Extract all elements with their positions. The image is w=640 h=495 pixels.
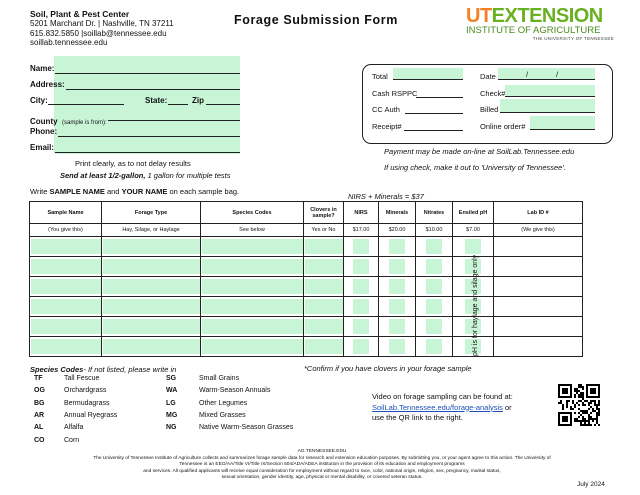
species-code: MG bbox=[166, 411, 178, 419]
species-code: WA bbox=[166, 387, 178, 395]
ph-note: pH is for haylage and silage only bbox=[472, 254, 479, 356]
name-field[interactable] bbox=[55, 73, 240, 74]
total-label: Total bbox=[372, 72, 388, 81]
sample-cell-input[interactable] bbox=[353, 339, 369, 354]
payment-note: Payment may be made on-line at SoilLab.Tennessee.edu bbox=[384, 147, 575, 156]
species-name: Bermudagrass bbox=[64, 399, 110, 407]
sample-cell[interactable] bbox=[30, 257, 102, 277]
video-line-1: Video on forage sampling can be found at: bbox=[372, 392, 513, 401]
sample-cell[interactable] bbox=[304, 277, 344, 297]
sample-cell[interactable] bbox=[379, 277, 416, 297]
footer-line-2: Tennessee is an EEO/AA/Title VI/Title IX/Section 504/ADA/ADEA institution in the provision of its education and employment programs bbox=[179, 462, 465, 467]
col-nirs: NIRS bbox=[344, 202, 379, 224]
send-amount-note bbox=[60, 171, 231, 180]
receipt-field[interactable] bbox=[404, 130, 463, 131]
sample-cell[interactable] bbox=[494, 317, 583, 337]
sample-cell-input[interactable] bbox=[305, 339, 343, 354]
receipt-label: Receipt# bbox=[372, 122, 402, 131]
sample-cell[interactable] bbox=[304, 317, 344, 337]
species-code: LG bbox=[166, 399, 176, 407]
sample-row bbox=[30, 297, 583, 317]
species-code: AR bbox=[34, 411, 45, 419]
sample-cell[interactable] bbox=[416, 297, 453, 317]
logo-extension: EXTENSION bbox=[491, 5, 603, 27]
logo-institute: INSTITUTE OF AGRICULTURE bbox=[466, 25, 601, 36]
sample-cell[interactable] bbox=[304, 337, 344, 357]
check-field[interactable] bbox=[505, 85, 595, 97]
logo-university: THE UNIVERSITY OF TENNESSEE bbox=[532, 36, 614, 41]
sub-species-codes: See below bbox=[201, 224, 304, 237]
sample-cell[interactable] bbox=[494, 237, 583, 257]
sample-cell[interactable] bbox=[201, 237, 304, 257]
lab-address: 5201 Marchant Dr. | Nashville, TN 37211 bbox=[30, 19, 174, 28]
sample-cell[interactable] bbox=[201, 317, 304, 337]
sample-cell[interactable] bbox=[30, 277, 102, 297]
sample-cell-input[interactable] bbox=[202, 339, 303, 354]
logo-ut: UT bbox=[466, 5, 492, 27]
sample-cell-input[interactable] bbox=[202, 259, 303, 274]
species-name: Warm-Season Annuals bbox=[199, 387, 271, 395]
col-forage-type: Forage Type bbox=[102, 202, 201, 224]
sample-cell-input[interactable] bbox=[31, 279, 101, 294]
sample-cell-input[interactable] bbox=[31, 319, 101, 334]
county-note: (sample is from): bbox=[62, 120, 107, 126]
sample-cell[interactable] bbox=[344, 337, 379, 357]
sample-cell[interactable] bbox=[30, 237, 102, 257]
sample-cell-input[interactable] bbox=[103, 299, 200, 314]
sample-cell[interactable] bbox=[379, 237, 416, 257]
send-rest: 1 gallon for multiple tests bbox=[145, 171, 231, 180]
sample-row bbox=[30, 317, 583, 337]
sample-cell-input[interactable] bbox=[426, 319, 442, 334]
sample-cell[interactable] bbox=[453, 237, 494, 257]
video-link[interactable]: SoilLab.Tennessee.edu/forage-analysis bbox=[372, 402, 503, 412]
sample-cell-input[interactable] bbox=[353, 259, 369, 274]
sample-row bbox=[30, 257, 583, 277]
sample-cell-input[interactable] bbox=[426, 279, 442, 294]
sample-cell[interactable] bbox=[379, 337, 416, 357]
footer bbox=[30, 449, 614, 482]
sub-nitrates: $10.00 bbox=[416, 224, 453, 237]
species-name: Tall Fescue bbox=[64, 375, 100, 382]
sample-table bbox=[29, 201, 583, 357]
sample-cell-input[interactable] bbox=[103, 319, 200, 334]
billed-label: Billed bbox=[480, 105, 499, 114]
sample-cell-input[interactable] bbox=[31, 299, 101, 314]
species-code: TF bbox=[34, 375, 43, 382]
sample-cell-input[interactable] bbox=[202, 279, 303, 294]
species-name: Corn bbox=[64, 436, 80, 444]
sub-forage-type: Hay, Silage, or Haylage bbox=[102, 224, 201, 237]
table-instructions bbox=[30, 187, 239, 196]
sample-cell[interactable] bbox=[30, 337, 102, 357]
species-name: Mixed Grasses bbox=[199, 411, 246, 419]
species-name: Annual Ryegrass bbox=[64, 411, 118, 419]
video-or: or bbox=[502, 402, 512, 412]
cc-auth-field[interactable] bbox=[405, 113, 463, 114]
footer-date: July 2024 bbox=[577, 481, 605, 488]
online-order-field[interactable] bbox=[530, 116, 595, 130]
sample-row bbox=[30, 237, 583, 257]
sample-cell-input[interactable] bbox=[305, 299, 343, 314]
species-name: Alfalfa bbox=[64, 424, 84, 432]
sample-cell[interactable] bbox=[201, 337, 304, 357]
sample-cell[interactable] bbox=[416, 337, 453, 357]
sample-cell[interactable] bbox=[344, 317, 379, 337]
email-label: Email: bbox=[30, 143, 55, 152]
check-note: If using check, make it out to 'University of Tennessee'. bbox=[384, 163, 566, 172]
zip-label: Zip bbox=[192, 96, 204, 105]
col-minerals: Minerals bbox=[379, 202, 416, 224]
online-order-label: Online order# bbox=[480, 122, 526, 131]
video-line-3: use the QR link to the right. bbox=[372, 413, 463, 422]
sub-clovers: Yes or No bbox=[304, 224, 344, 237]
sample-cell-input[interactable] bbox=[426, 299, 442, 314]
zip-field[interactable] bbox=[206, 104, 240, 105]
price-note: NIRS + Minerals = $37 bbox=[348, 192, 424, 201]
sample-cell-input[interactable] bbox=[305, 259, 343, 274]
sample-cell-input[interactable] bbox=[426, 239, 442, 254]
page-title: Forage Submission Form bbox=[234, 13, 398, 27]
col-species-codes: Species Codes bbox=[201, 202, 304, 224]
sample-cell-input[interactable] bbox=[389, 319, 405, 334]
sample-cell-input[interactable] bbox=[305, 239, 343, 254]
species-code: CO bbox=[34, 436, 45, 444]
city-label: City: bbox=[30, 96, 48, 105]
instr-your-name: YOUR NAME bbox=[121, 187, 168, 196]
sample-cell[interactable] bbox=[494, 277, 583, 297]
species-heading-rest: - If not listed, please write in bbox=[83, 365, 177, 374]
sample-cell-input[interactable] bbox=[103, 279, 200, 294]
lab-contact: 615.832.5850 |soillab@tennessee.edu bbox=[30, 28, 167, 38]
sample-cell-input[interactable] bbox=[389, 259, 405, 274]
sample-cell[interactable] bbox=[201, 277, 304, 297]
sample-cell[interactable] bbox=[416, 257, 453, 277]
sample-cell[interactable] bbox=[416, 237, 453, 257]
sample-cell[interactable] bbox=[379, 317, 416, 337]
instr-pre: Write bbox=[30, 187, 50, 196]
cash-label: Cash RSPPC bbox=[372, 89, 418, 98]
sample-cell-input[interactable] bbox=[31, 259, 101, 274]
sample-cell-input[interactable] bbox=[353, 319, 369, 334]
cc-auth-label: CC Auth bbox=[372, 105, 400, 114]
sample-cell[interactable] bbox=[379, 297, 416, 317]
sample-cell-input[interactable] bbox=[103, 339, 200, 354]
sample-cell[interactable] bbox=[416, 317, 453, 337]
sample-cell[interactable] bbox=[494, 257, 583, 277]
sample-cell-input[interactable] bbox=[31, 239, 101, 254]
sample-cell-input[interactable] bbox=[426, 259, 442, 274]
ut-extension-logo bbox=[466, 6, 614, 41]
sample-cell[interactable] bbox=[201, 257, 304, 277]
sample-cell[interactable] bbox=[344, 277, 379, 297]
city-field[interactable] bbox=[48, 104, 124, 105]
table-header-row bbox=[30, 202, 583, 224]
sample-row bbox=[30, 277, 583, 297]
sample-cell-input[interactable] bbox=[389, 339, 405, 354]
state-field[interactable] bbox=[168, 104, 188, 105]
sample-cell-input[interactable] bbox=[305, 279, 343, 294]
print-clearly-note: Print clearly, as to not delay results bbox=[75, 159, 191, 168]
sample-cell-input[interactable] bbox=[353, 299, 369, 314]
state-label: State: bbox=[145, 96, 168, 105]
sample-cell[interactable] bbox=[304, 237, 344, 257]
species-code: OG bbox=[34, 387, 45, 395]
sample-cell[interactable] bbox=[344, 297, 379, 317]
email-field[interactable] bbox=[55, 152, 240, 153]
sample-cell[interactable] bbox=[30, 317, 102, 337]
name-label: Name: bbox=[30, 64, 55, 73]
date-label: Date bbox=[480, 72, 496, 81]
sample-cell[interactable] bbox=[304, 257, 344, 277]
species-code: NG bbox=[166, 424, 177, 432]
billed-field[interactable] bbox=[500, 99, 595, 113]
footer-line-3: and services. All qualified applicants will receive equal consideration for employment without regard to race, color, national origin, religion, sex, pregnancy, marital status, bbox=[143, 468, 501, 474]
footer-line-4: sexual orientation, gender identity, age, physical or mental disability, or covered veteran status. bbox=[221, 475, 423, 480]
sub-minerals: $20.00 bbox=[379, 224, 416, 237]
sample-cell[interactable] bbox=[344, 237, 379, 257]
species-code: BG bbox=[34, 399, 45, 407]
video-info bbox=[372, 392, 513, 424]
sample-cell[interactable] bbox=[30, 297, 102, 317]
col-nitrates: Nitrates bbox=[416, 202, 453, 224]
sample-cell-input[interactable] bbox=[389, 239, 405, 254]
sample-cell[interactable] bbox=[102, 337, 201, 357]
sample-cell[interactable] bbox=[344, 257, 379, 277]
col-lab-id: Lab ID # bbox=[494, 202, 583, 224]
sample-cell[interactable] bbox=[102, 277, 201, 297]
send-bold: Send at least 1/2-gallon, bbox=[60, 171, 146, 180]
date-sep-1: / bbox=[526, 70, 529, 79]
sample-cell[interactable] bbox=[494, 337, 583, 357]
species-name: Orchardgrass bbox=[64, 387, 107, 395]
species-code: SG bbox=[166, 375, 177, 382]
lab-name: Soil, Plant & Pest Center bbox=[30, 9, 130, 19]
sample-cell-input[interactable] bbox=[389, 299, 405, 314]
species-name: Native Warm-Season Grasses bbox=[199, 424, 294, 432]
table-subheader-row bbox=[30, 224, 583, 237]
sample-cell-input[interactable] bbox=[202, 299, 303, 314]
sample-rows bbox=[30, 237, 583, 357]
sample-cell-input[interactable] bbox=[305, 319, 343, 334]
sample-cell-input[interactable] bbox=[353, 279, 369, 294]
sample-cell[interactable] bbox=[201, 297, 304, 317]
clover-confirm-note: *Confirm if you have clovers in your forage sample bbox=[304, 364, 472, 373]
lab-info bbox=[30, 9, 174, 48]
species-heading-bold: Species Codes bbox=[30, 365, 84, 374]
phone-label: Phone: bbox=[30, 127, 58, 136]
sub-ensiled-ph: $7.00 bbox=[453, 224, 494, 237]
sample-cell[interactable] bbox=[379, 257, 416, 277]
sample-cell-input[interactable] bbox=[389, 279, 405, 294]
sample-cell[interactable] bbox=[102, 257, 201, 277]
cash-field[interactable] bbox=[416, 97, 463, 98]
county-text: County bbox=[30, 117, 58, 126]
qr-code[interactable] bbox=[558, 384, 600, 426]
sample-cell[interactable] bbox=[494, 297, 583, 317]
sample-cell-input[interactable] bbox=[353, 239, 369, 254]
footer-line-1: The University of Tennessee Institute of Agriculture collects and summarizes forage sample data for research and extension education purposes. By submitting you, or your agent agree to this action. The University of bbox=[93, 455, 551, 461]
sample-cell-input[interactable] bbox=[426, 339, 442, 354]
sample-cell-input[interactable] bbox=[31, 339, 101, 354]
sample-cell[interactable] bbox=[416, 277, 453, 297]
sub-lab-id: (We give this) bbox=[494, 224, 583, 237]
species-name: Other Legumes bbox=[199, 399, 248, 407]
col-clovers: Clovers in sample? bbox=[304, 202, 344, 224]
instr-mid: and bbox=[104, 187, 122, 196]
address-label: Address: bbox=[30, 80, 65, 89]
lab-website: soillab.tennessee.edu bbox=[30, 38, 108, 47]
sample-cell[interactable] bbox=[102, 317, 201, 337]
address-field[interactable] bbox=[66, 89, 240, 90]
check-label: Check# bbox=[480, 89, 506, 98]
phone-field[interactable] bbox=[58, 136, 240, 137]
date-sep-2: / bbox=[556, 70, 559, 79]
instr-sample-name: SAMPLE NAME bbox=[49, 187, 105, 196]
county-field[interactable] bbox=[108, 120, 240, 121]
species-heading bbox=[30, 365, 176, 374]
sample-row bbox=[30, 337, 583, 357]
col-sample-name: Sample Name bbox=[30, 202, 102, 224]
total-field[interactable] bbox=[393, 68, 463, 80]
col-ensiled-ph: Ensiled pH bbox=[453, 202, 494, 224]
date-field[interactable] bbox=[498, 68, 595, 80]
sub-nirs: $17.00 bbox=[344, 224, 379, 237]
sample-cell[interactable] bbox=[102, 297, 201, 317]
sample-cell-input[interactable] bbox=[103, 259, 200, 274]
instr-post: on each sample bag. bbox=[167, 187, 240, 196]
customer-fields-bg bbox=[54, 56, 240, 154]
sample-cell[interactable] bbox=[304, 297, 344, 317]
sample-cell[interactable] bbox=[102, 237, 201, 257]
footer-site: AG.TENNESSEE.EDU bbox=[297, 449, 347, 454]
sample-cell-input[interactable] bbox=[202, 319, 303, 334]
sample-cell-input[interactable] bbox=[465, 239, 481, 254]
sample-cell-input[interactable] bbox=[103, 239, 200, 254]
sample-cell-input[interactable] bbox=[202, 239, 303, 254]
species-code: AL bbox=[34, 424, 44, 432]
sub-sample-name: (You give this) bbox=[30, 224, 102, 237]
species-name: Small Grains bbox=[199, 375, 240, 382]
